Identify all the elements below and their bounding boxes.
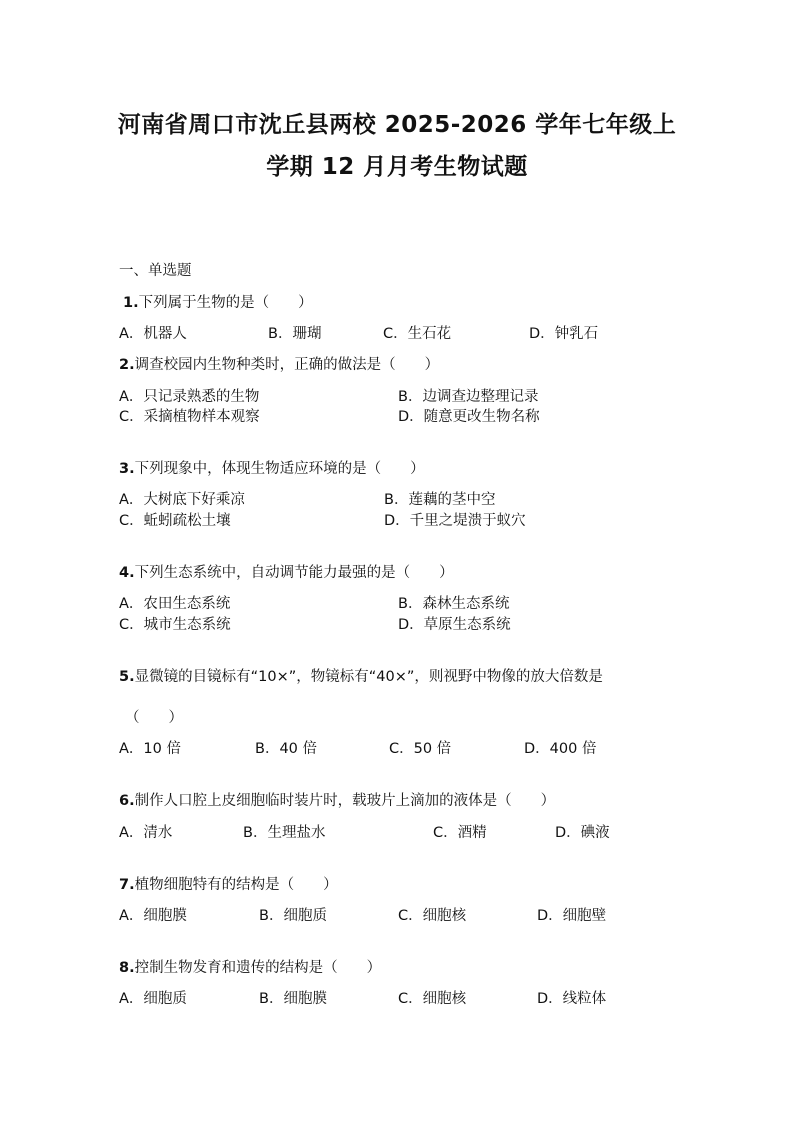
- question-number: 5.: [119, 669, 135, 685]
- question-text: 下列生态系统中，自动调节能力最强的是（ ）: [134, 565, 454, 581]
- question-5-bracket: （ ）: [125, 710, 183, 726]
- option-a: A．机器人: [119, 326, 187, 342]
- option-c: C．细胞核: [398, 991, 467, 1007]
- question-number: 4.: [119, 565, 135, 581]
- option-a: A．只记录熟悉的生物: [119, 389, 260, 405]
- option-b: B．40 倍: [255, 741, 318, 757]
- question-text: 植物细胞特有的结构是（ ）: [134, 877, 338, 893]
- option-b: B．珊瑚: [268, 326, 322, 342]
- document-title-line-1: 河南省周口市沈丘县两校 2025-2026 学年七年级上: [117, 112, 677, 138]
- question-2: [119, 353, 439, 374]
- question-number: 1.: [123, 295, 139, 311]
- option-b: B．细胞质: [259, 908, 327, 924]
- option-a: A．细胞膜: [119, 908, 187, 924]
- option-d: D．钟乳石: [529, 326, 599, 342]
- question-7: [119, 873, 338, 894]
- question-1: [123, 291, 313, 312]
- option-d: D．草原生态系统: [398, 617, 511, 633]
- question-number: 7.: [119, 877, 135, 893]
- option-c: C．城市生态系统: [119, 617, 231, 633]
- option-c: C．生石花: [383, 326, 452, 342]
- question-5: [119, 665, 603, 686]
- question-4: [119, 561, 454, 582]
- option-d: D．线粒体: [537, 991, 607, 1007]
- question-text: 下列属于生物的是（ ）: [138, 295, 313, 311]
- option-b: B．莲藕的茎中空: [384, 492, 496, 508]
- option-c: C．蚯蚓疏松土壤: [119, 513, 231, 529]
- question-8: [119, 956, 381, 977]
- question-text: 制作人口腔上皮细胞临时装片时，载玻片上滴加的液体是（ ）: [134, 793, 556, 809]
- question-6: [119, 789, 555, 810]
- option-d: D．随意更改生物名称: [398, 409, 540, 425]
- option-a: A．大树底下好乘凉: [119, 492, 245, 508]
- option-a: A．农田生态系统: [119, 596, 231, 612]
- option-a: A．细胞质: [119, 991, 187, 1007]
- option-b: B．边调查边整理记录: [398, 389, 539, 405]
- question-number: 6.: [119, 793, 135, 809]
- option-c: C．酒精: [433, 825, 487, 841]
- question-text: 显微镜的目镜标有“10×”，物镜标有“40×”，则视野中物像的放大倍数是: [134, 669, 603, 685]
- question-text: 下列现象中，体现生物适应环境的是（ ）: [134, 461, 425, 477]
- question-3: [119, 457, 425, 478]
- option-b: B．细胞膜: [259, 991, 327, 1007]
- option-b: B．森林生态系统: [398, 596, 510, 612]
- question-number: 3.: [119, 461, 135, 477]
- option-a: A．10 倍: [119, 741, 181, 757]
- document-title-line-2: 学期 12 月月考生物试题: [266, 154, 528, 180]
- question-number: 2.: [119, 357, 135, 373]
- option-d: D．400 倍: [524, 741, 597, 757]
- section-heading: 一、单选题: [119, 263, 192, 279]
- question-number: 8.: [119, 960, 135, 976]
- option-a: A．清水: [119, 825, 173, 841]
- option-d: D．碘液: [555, 825, 610, 841]
- option-c: C．细胞核: [398, 908, 467, 924]
- option-b: B．生理盐水: [243, 825, 326, 841]
- option-c: C．采摘植物样本观察: [119, 409, 260, 425]
- question-text: 调查校园内生物种类时，正确的做法是（ ）: [134, 357, 440, 373]
- option-d: D．千里之堤溃于蚁穴: [384, 513, 526, 529]
- option-c: C．50 倍: [389, 741, 452, 757]
- question-text: 控制生物发育和遗传的结构是（ ）: [134, 960, 382, 976]
- option-d: D．细胞壁: [537, 908, 607, 924]
